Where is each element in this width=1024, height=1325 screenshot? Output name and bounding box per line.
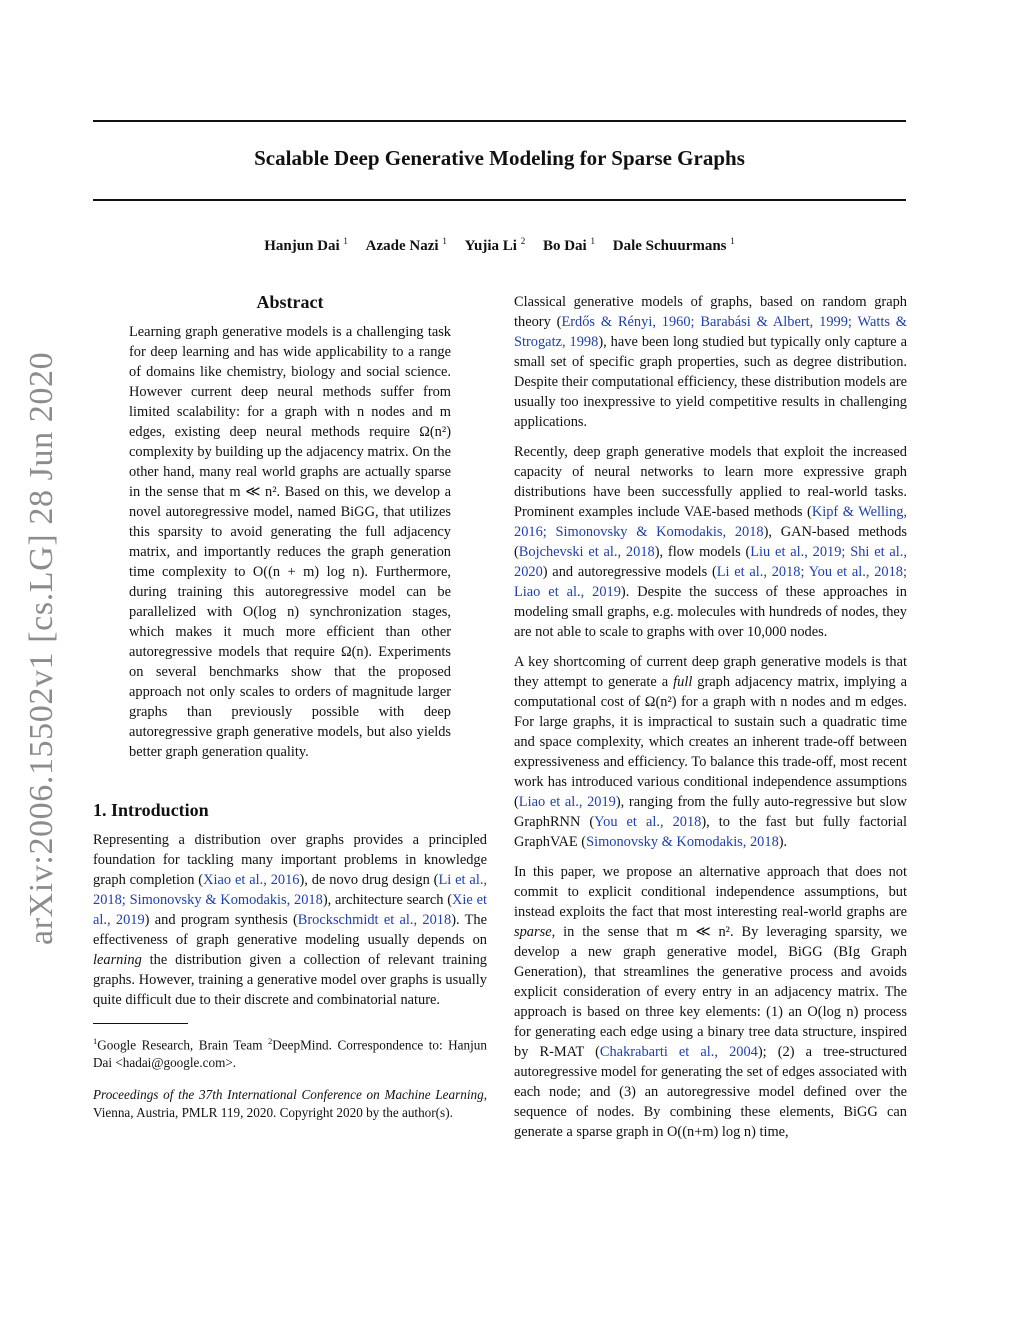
text-run: ); (2) a tree-structured autoregressive model for generating the set of edges associated with each node; and (3) an autoregressive model defined over the sequence of nodes. By combining these elements, BiGG can generate a sparse graph in O((n+m) log n) time, bbox=[514, 1044, 907, 1140]
text-run: the distribution given a collection of relevant training graphs. However, training a generative model over graphs is usually quite difficult due to their discrete and combinatorial nature. bbox=[93, 952, 487, 1008]
citation-link[interactable]: Li et al., 2018; You et al., 2018; Liao et al., 2019 bbox=[514, 564, 907, 600]
text-run: ), architecture search ( bbox=[322, 892, 453, 908]
text-run: Classical generative models of graphs, based on random graph theory ( bbox=[514, 294, 907, 330]
citation-link[interactable]: Brockschmidt et al., 2018 bbox=[297, 912, 452, 928]
arxiv-identifier: arXiv:2006.15502v1 [cs.LG] 28 Jun 2020 bbox=[23, 351, 60, 945]
author-name: Azade Nazi bbox=[365, 238, 439, 254]
text-run: , in the sense that m ≪ n². By leveraging sparsity, we develop a new graph generative model, BiGG (BIg Graph Generation), that streamlines the generative process and avoids explicit consideration of every entry in an adjacency matrix. The approach is based on three key elements: (1) an O(log n) process for generating each edge using a binary tree data structure, inspired by R-MAT ( bbox=[514, 924, 907, 1060]
text-run: ), de novo drug design ( bbox=[299, 872, 439, 888]
footnote-marker: 1 bbox=[93, 1036, 98, 1046]
title-rule-bottom bbox=[93, 199, 906, 201]
citation-link[interactable]: Erdős & Rényi, 1960; Barabási & Albert, 1999; Watts & Strogatz, 1998 bbox=[514, 314, 908, 350]
author bbox=[264, 238, 348, 254]
citation-link[interactable]: Xie et al., 2019 bbox=[93, 892, 487, 928]
affiliation-footnote bbox=[93, 1032, 487, 1072]
abstract-text: Learning graph generative models is a challenging task for deep learning and has wide applicability to a range of domains like chemistry, biology and social science. However current deep neural methods suffer from limited scalability: for a graph with n nodes and m edges, existing deep neural methods require Ω(n²) complexity by building up the adjacency matrix. On the other hand, many real world graphs are actually sparse in the sense that m ≪ n². Based on this, we develop a novel autoregressive model, named BiGG, that utilizes this sparsity to avoid generating the full adjacency matrix, and importantly reduces the graph generation time complexity to O((n + m) log n). Furthermore, during training this autoregressive model can be parallelized with O(log n) synchronization stages, which makes it much more efficient than other autoregressive models that require Ω(n). Experiments on several benchmarks show that the proposed approach not only scales to orders of magnitude larger graphs than previously possible with deep autoregressive graph generative models, but also yields better graph generation quality. bbox=[129, 324, 451, 760]
proceedings-name: Proceedings of the 37th International Conference on Machine Learning bbox=[93, 1087, 484, 1103]
proceedings-footnote bbox=[93, 1086, 487, 1122]
citation-link[interactable]: Li et al., 2018; Simonovsky & Komodakis, 2018 bbox=[93, 872, 488, 908]
text-run: ) and autoregressive models ( bbox=[542, 564, 717, 580]
footnote-text: , Vienna, Austria, PMLR 119, 2020. Copyright 2020 by the author(s). bbox=[93, 1087, 487, 1121]
author bbox=[366, 238, 447, 254]
text-run: ). bbox=[778, 834, 788, 850]
section-heading-introduction: 1. Introduction bbox=[93, 800, 209, 820]
text-run: ), flow models ( bbox=[654, 544, 751, 560]
text-run: ), to the fast but fully factorial GraphVAE ( bbox=[514, 814, 907, 850]
citation-link[interactable]: You et al., 2018 bbox=[594, 814, 702, 830]
right-column bbox=[514, 292, 907, 1152]
intro-paragraph bbox=[93, 830, 487, 1010]
citation-link[interactable]: Kipf & Welling, 2016; Simonovsky & Komodakis, 2018 bbox=[514, 504, 907, 540]
text-run: Recently, deep graph generative models that exploit the increased capacity of neural networks to learn more expressive graph distributions have been successfully applied to real-world tasks. Prominent examples include VAE-based methods ( bbox=[514, 444, 907, 520]
text-run: ). The effectiveness of graph generative modeling usually depends on bbox=[93, 912, 487, 948]
author bbox=[465, 238, 526, 254]
author-name: Bo Dai bbox=[542, 238, 587, 254]
abstract-heading: Abstract bbox=[256, 292, 324, 312]
title-rule-top bbox=[93, 120, 906, 122]
footnote-text: Google Research, Brain Team bbox=[97, 1037, 268, 1053]
emphasis: learning bbox=[93, 952, 142, 968]
author-list bbox=[93, 236, 906, 255]
body-paragraph bbox=[514, 652, 907, 852]
author bbox=[543, 238, 595, 254]
author-affiliation-marker: 1 bbox=[343, 236, 348, 246]
citation-link[interactable]: Liu et al., 2019; Shi et al., 2020 bbox=[514, 544, 907, 580]
footnote-rule bbox=[93, 1023, 188, 1024]
text-run: ), have been long studied but typically only capture a small set of specific graph properties, such as degree distribution. Despite their computational efficiency, these distribution models are usually too inexpressive to yield competitive results in challenging applications. bbox=[514, 334, 907, 430]
text-run: graph adjacency matrix, implying a computational cost of Ω(n²) for a graph with n nodes and m edges. For large graphs, it is impractical to sustain such a quadratic time and space complexity, which creates an inherent trade-off between expressiveness and efficiency. To balance this trade-off, most recent work has introduced various conditional independence assumptions ( bbox=[514, 674, 908, 810]
author bbox=[613, 238, 735, 254]
author-affiliation-marker: 1 bbox=[442, 236, 447, 246]
emphasis: full bbox=[673, 674, 693, 690]
paper-title: Scalable Deep Generative Modeling for Sparse Graphs bbox=[254, 146, 745, 170]
author-affiliation-marker: 2 bbox=[520, 236, 526, 246]
author-name: Dale Schuurmans bbox=[612, 238, 727, 254]
citation-link[interactable]: Liao et al., 2019 bbox=[518, 794, 616, 810]
author-name: Yujia Li bbox=[464, 238, 517, 254]
author-affiliation-marker: 1 bbox=[590, 236, 595, 246]
text-run: ), ranging from the fully auto-regressive but slow GraphRNN ( bbox=[514, 794, 907, 830]
left-column bbox=[93, 292, 487, 1136]
author-name: Hanjun Dai bbox=[264, 238, 340, 254]
citation-link[interactable]: Bojchevski et al., 2018 bbox=[518, 544, 655, 560]
text-run: In this paper, we propose an alternative approach that does not commit to explicit conditional independence assumptions, but instead exploits the fact that most interesting real-world graphs are bbox=[514, 864, 907, 920]
author-affiliation-marker: 1 bbox=[730, 236, 735, 246]
emphasis: sparse bbox=[514, 924, 552, 940]
text-run: ). Despite the success of these approaches in modeling small graphs, e.g. molecules with hundreds of nodes, they are not able to scale to graphs with over 10,000 nodes. bbox=[514, 584, 907, 640]
citation-link[interactable]: Xiao et al., 2016 bbox=[203, 872, 300, 888]
citation-link[interactable]: Chakrabarti et al., 2004 bbox=[599, 1044, 758, 1060]
text-run: Representing a distribution over graphs provides a principled foundation for tackling many important problems in knowledge graph completion ( bbox=[93, 832, 487, 888]
body-paragraph bbox=[514, 862, 907, 1142]
text-run: ), GAN-based methods ( bbox=[514, 524, 907, 560]
body-paragraph bbox=[514, 442, 907, 642]
body-paragraph bbox=[514, 292, 907, 432]
text-run: ) and program synthesis ( bbox=[144, 912, 298, 928]
citation-link[interactable]: Simonovsky & Komodakis, 2018 bbox=[586, 834, 779, 850]
footnote-text: DeepMind. Correspondence to: Hanjun Dai <hadai@google.com>. bbox=[93, 1037, 487, 1071]
text-run: A key shortcoming of current deep graph generative models is that they attempt to generate a bbox=[514, 654, 907, 690]
footnote-marker: 2 bbox=[268, 1036, 273, 1046]
